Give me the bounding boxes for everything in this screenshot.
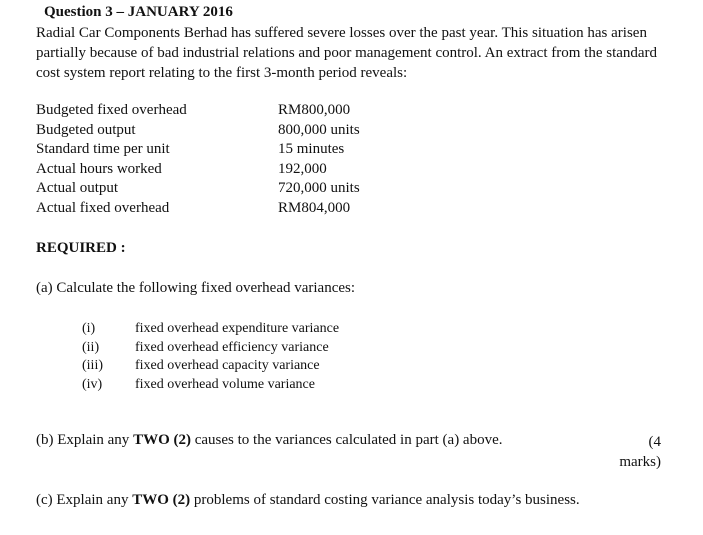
part-c-bold: TWO (2): [132, 492, 191, 508]
part-c-prefix: (c) Explain any: [36, 492, 133, 508]
part-b-bold: TWO (2): [133, 432, 191, 448]
table-row: [36, 140, 360, 160]
part-c-suffix: problems of standard costing variance analysis today’s business.: [190, 492, 580, 508]
row-value: 800,000 units: [278, 121, 360, 138]
item-number: (i): [82, 321, 96, 336]
item-number: (ii): [82, 339, 100, 355]
table-row: [36, 160, 360, 180]
item-text: fixed overhead expenditure variance: [135, 321, 340, 336]
item-text: fixed overhead capacity variance: [135, 358, 320, 374]
row-value: RM804,000: [278, 199, 351, 216]
item-text: fixed overhead volume variance: [135, 376, 315, 392]
marks-line-1: (4: [648, 434, 661, 450]
list-item: [82, 339, 339, 358]
list-item: [82, 357, 339, 376]
table-row: [36, 179, 360, 199]
table-row: [36, 101, 360, 121]
part-b-marks: [619, 432, 661, 472]
row-value: 15 minutes: [278, 141, 345, 158]
part-a-text: (a) Calculate the following fixed overhead variances:: [36, 280, 356, 296]
row-label: Actual hours worked: [36, 160, 162, 177]
row-label: Actual fixed overhead: [36, 199, 170, 216]
row-label: Actual output: [36, 180, 119, 197]
row-label: Standard time per unit: [36, 141, 170, 158]
required-heading: REQUIRED :: [36, 240, 126, 256]
row-label: Budgeted output: [36, 121, 136, 138]
list-item: [82, 376, 339, 395]
marks-line-2: marks): [619, 454, 661, 470]
question-title: Question 3 – JANUARY 2016: [44, 4, 233, 20]
row-value: 192,000: [278, 160, 327, 177]
row-value: 720,000 units: [278, 180, 360, 197]
table-row: [36, 199, 360, 219]
question-intro: Radial Car Components Berhad has suffered severe losses over the past year. This situation has arisen partially because of bad industrial relations and poor management control. An extract from the standard cost system report relating to the first 3-month period reveals:: [36, 25, 658, 81]
part-b-prefix: (b) Explain any: [36, 432, 134, 448]
part-b-suffix: causes to the variances calculated in part (a) above.: [190, 432, 503, 448]
row-value: RM800,000: [278, 102, 351, 118]
list-item: [82, 320, 339, 339]
item-text: fixed overhead efficiency variance: [135, 339, 329, 355]
part-b-text: [36, 432, 503, 449]
row-label: Budgeted fixed overhead: [36, 102, 187, 118]
cost-data-table: [36, 101, 360, 219]
part-c-text: [36, 492, 580, 509]
item-number: (iv): [82, 376, 103, 392]
item-number: (iii): [82, 358, 103, 374]
table-row: [36, 121, 360, 141]
part-a-list: [82, 320, 339, 394]
